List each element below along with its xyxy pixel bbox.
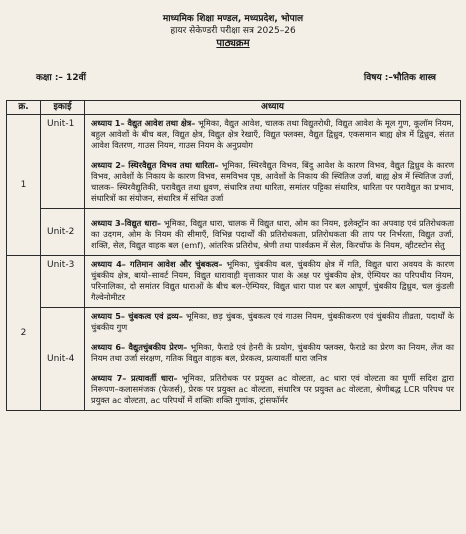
chapter-entry bbox=[91, 342, 454, 364]
unit-name: Unit-1 bbox=[41, 115, 85, 209]
chapter-cell bbox=[85, 115, 461, 209]
document-header bbox=[0, 0, 466, 50]
header-chapter: अध्याय bbox=[85, 101, 461, 115]
serial-number: 2 bbox=[7, 256, 41, 411]
syllabus-title: पाठ्यक्रम bbox=[216, 38, 250, 49]
header-sno: क्र. bbox=[7, 101, 41, 115]
chapter-title: अध्याय 3–विद्युत धारा– bbox=[91, 218, 162, 228]
unit-name: Unit-3 bbox=[41, 256, 85, 308]
chapter-topics: भूमिका, छड़ चुंबक, चुंबकत्व एवं गाउस नियम, चुंबकीकरण एवं चुंबकीय तीव्रता, पदार्थों के चुंबकीय गुण bbox=[91, 311, 454, 332]
table-row bbox=[7, 256, 461, 308]
chapter-topics: भूमिका, फैराडे एवं हेनरी के प्रयोग, चुंबकीय फ्लक्स, फैराडे का प्रेरण का नियम, लेंज का नियम तथा उर्जा संरक्षण, गतिक विद्युत वाहक बल, प्रेरकत्व, प्रत्यावर्ती धारा जनित्र bbox=[91, 342, 454, 363]
chapter-topics: भूमिका, चुंबकीय बल, चुंबकीय क्षेत्र में गति, विद्युत धारा अवयव के कारण चुंबकीय क्षेत्र, बायो–सावर्ट नियम, विद्युत धारावाही वृत्ताकार पाश के अक्ष पर चुंबकीय क्षेत्र, ऐम्पियर का परिपथीय नियम, परिनालिका, दो समांतर विद्युत धाराओं के बीच बल–ऐम्पियर, विद्युत धारा पाश पर बल आघूर्ण, चुंबकीय द्विध्रुव, चल कुंडली गैल्वेनोमीटर bbox=[91, 259, 454, 302]
chapter-entry bbox=[91, 373, 454, 406]
chapter-title: अध्याय 5– चुंबकत्व एवं द्रव्य– bbox=[91, 311, 183, 321]
serial-number: 1 bbox=[7, 115, 41, 256]
subject-label: विषय :–भौतिक शास्त्र bbox=[363, 73, 436, 83]
chapter-title: अध्याय 1– वैद्युत आवेश तथा क्षेत्र– bbox=[91, 118, 196, 128]
chapter-title: अध्याय 7– प्रत्यावर्ती धारा– bbox=[91, 373, 178, 383]
chapter-entry bbox=[91, 118, 454, 151]
chapter-entry bbox=[91, 218, 454, 251]
chapter-title: अध्याय 4– गतिमान आवेश और चुंबकत्व– bbox=[91, 259, 223, 269]
table-header-row bbox=[7, 101, 461, 115]
chapter-topics: भूमिका, वैद्युत आवेश, चालक तथा विद्युतरोधी, विद्युत आवेश के मूल गुण, कूलॉम नियम, बहुल आवेशों के बीच बल, विद्युत क्षेत्र, विद्युत क्षेत्र रेखाएँ, विद्युत फ्लक्स, वैद्युत द्विध्रुव, एकसमान बाह्य क्षेत्र में द्विध्रुव, संतत आवेश वितरण, गाउस नियम, गाउस नियम के अनुप्रयोग bbox=[91, 118, 454, 150]
chapter-topics: भूमिका, प्रतिरोधक पर प्रयुक्त ac वोल्टता, ac धारा एवं वोल्टता का घूर्णी सदिश द्वारा निरूपण–कलासमंजक (फेजर्स), प्रेरक पर प्रयुक्त ac वोल्टता, संधारित्र पर प्रयुक्त ac वोल्टता, श्रेणीबद्ध LCR परिपथ पर प्रयुक्त ac वोल्टता, ac परिपथों में शक्तिः शक्ति गुणांक, ट्रांसफॉर्मर bbox=[91, 373, 455, 405]
class-label: कक्षा :– 12वीं bbox=[36, 73, 86, 83]
chapter-entry bbox=[91, 259, 454, 303]
chapter-cell bbox=[85, 209, 461, 256]
meta-row bbox=[36, 70, 436, 83]
unit-name: Unit-2 bbox=[41, 209, 85, 256]
unit-name: Unit-4 bbox=[41, 308, 85, 411]
chapter-entry bbox=[91, 160, 454, 204]
table-row bbox=[7, 209, 461, 256]
header-unit: इकाई bbox=[41, 101, 85, 115]
chapter-title: अध्याय 6– वैद्युतचुंबकीय प्रेरण– bbox=[91, 342, 188, 352]
table-row bbox=[7, 115, 461, 209]
exam-session: हायर सेकेण्डरी परीक्षा सत्र 2025–26 bbox=[170, 26, 296, 36]
chapter-cell bbox=[85, 256, 461, 308]
chapter-title: अध्याय 2– स्थिरवैद्युत विभव तथा धारिता– bbox=[91, 160, 219, 170]
chapter-topics: भूमिका, स्थिरवैद्युत विभव, बिंदु आवेश के कारण विभव, वैद्युत द्विध्रुव के कारण विभव, आवेशों के निकाय के कारण विभव, समविभव पृष्ठ, आवेशों के निकाय की स्थितिज उर्जा, बाह्य क्षेत्र में स्थितिज उर्जा, चालक– स्थिरवैद्युतिकी, परावैद्युत तथा ध्रुवण, संधारित्र तथा धारिता, समांतर पट्टिका संधारित्र, धारिता पर परावैद्युत का प्रभाव, संधारित्रों का संयोजन, संधारित्र में संचित उर्जा bbox=[91, 160, 454, 203]
syllabus-table bbox=[6, 100, 461, 411]
chapter-cell bbox=[85, 308, 461, 411]
table-row bbox=[7, 308, 461, 411]
chapter-topics: भूमिका, विद्युत धारा, चालक में विद्युत धारा, ओम का नियम, इलेक्ट्रॉन का अपवाह एवं प्रतिरोधकता का उदगम, ओम के नियम की सीमाएँ, विभिन्न पदार्थों की प्रतिरोधकता, प्रतिरोधकता की ताप पर निर्भरता, विद्युत उर्जा, शक्ति, सेल, विद्युत वाहक बल (emf), आंतरिक प्रतिरोध, श्रेणी तथा पार्श्वक्रम में सेल, किरचॉफ के नियम, व्हीटस्टोन सेतु bbox=[91, 218, 454, 250]
chapter-entry bbox=[91, 311, 454, 333]
board-name: माध्यमिक शिक्षा मण्डल, मध्यप्रदेश, भोपाल bbox=[162, 14, 304, 24]
